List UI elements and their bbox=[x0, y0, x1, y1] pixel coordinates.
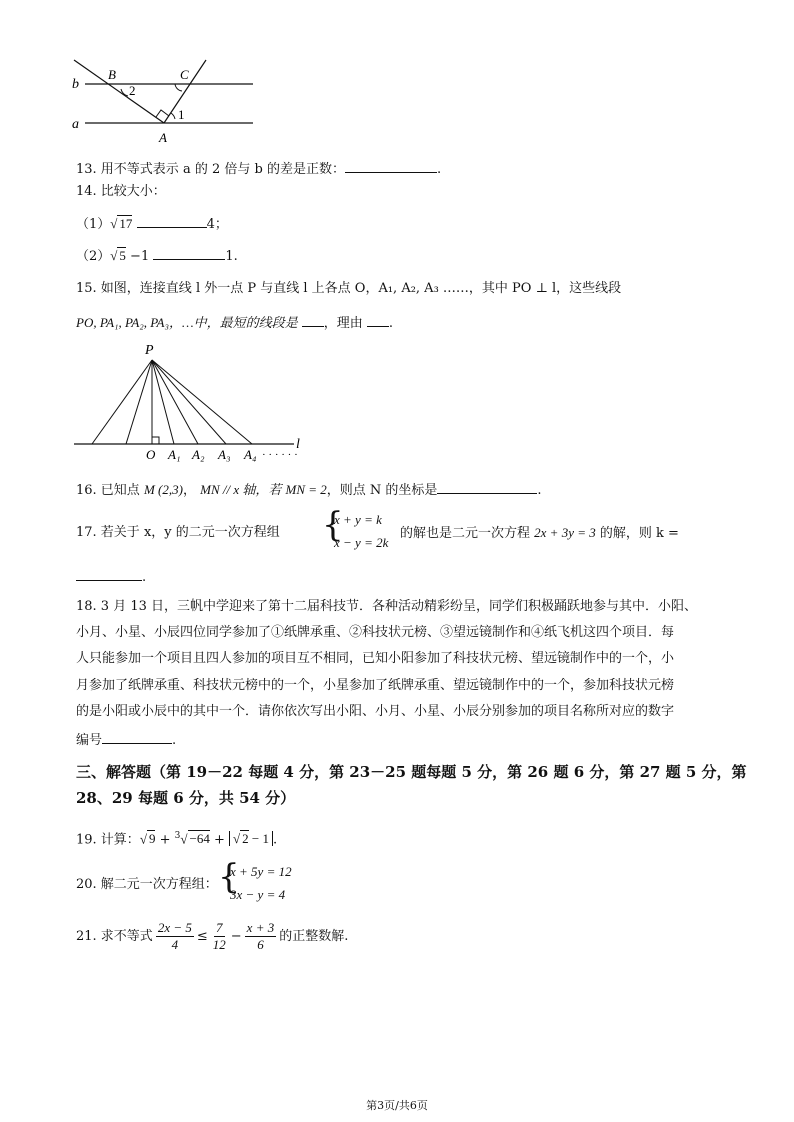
question-13: 13. 用不等式表示 a 的 2 倍与 b 的差是正数： . bbox=[76, 158, 441, 179]
question-18-line2: 小月、小星、小辰四位同学参加了①纸牌承重、②科技状元榜、③望远镜制作和④纸飞机这四个项目．每 bbox=[76, 625, 675, 640]
answer-blank-15-2[interactable] bbox=[367, 312, 389, 327]
label-A: A bbox=[159, 130, 167, 145]
label-P: P bbox=[145, 343, 154, 358]
answer-blank-16[interactable] bbox=[437, 479, 537, 494]
question-17-a: 17. 若关于 x，y 的二元一次方程组 bbox=[76, 525, 280, 540]
label-angle-1: 1 bbox=[178, 107, 185, 122]
question-16: 16. 已知点 M (2,3)， MN // x 轴，若 MN = 2，则点 N 的坐标是 . bbox=[76, 479, 542, 500]
answer-blank-13[interactable] bbox=[345, 158, 437, 173]
sqrt-5: 5 bbox=[119, 248, 126, 263]
fraction-2: $\frac{7}{12}$ bbox=[212, 920, 226, 952]
label-A1: A₁ bbox=[168, 447, 181, 462]
label-angle-2: 2 bbox=[129, 83, 136, 98]
label-A2: A₂ bbox=[192, 447, 205, 462]
label-A4: A₄ bbox=[244, 447, 257, 462]
question-18-last: 编号 . bbox=[76, 729, 176, 750]
label-l: l bbox=[296, 437, 300, 452]
answer-blank-17[interactable] bbox=[76, 566, 142, 581]
question-18-line5: 的是小阳或小辰中的其中一个．请你依次写出小阳、小月、小星、小辰分别参加的项目名称所对应的数字 bbox=[76, 704, 675, 719]
label-B: B bbox=[108, 67, 116, 82]
fraction-3: $\frac{x + 3}{6}$ bbox=[246, 920, 275, 952]
question-18-line3: 人只能参加一个项目且四人参加的项目互不相同，已知小阳参加了科技状元榜、望远镜制作中的一个，小 bbox=[76, 651, 675, 666]
angle-2-arc bbox=[121, 89, 128, 96]
section-3-heading-line2: 28、29 每题 6 分，共 54 分） bbox=[76, 789, 296, 807]
segment-PA4 bbox=[152, 360, 252, 444]
right-angle-mark-O bbox=[152, 437, 159, 444]
label-O: O bbox=[146, 447, 156, 462]
question-17-b: 的解也是二元一次方程 2x + 3y = 3 的解，则 k = bbox=[400, 525, 679, 541]
question-14-part1: （1）√ 17 4； bbox=[76, 213, 228, 234]
section-3-heading-line1: 三、解答题（第 19－22 每题 4 分，第 23－25 题每题 5 分，第 26 题 6 分，第 27 题 5 分，第 bbox=[76, 763, 747, 781]
question-18-line4: 月参加了纸牌承重、科技状元榜中的一个，小星参加了纸牌承重、望远镜制作中的一个，参加科技状元榜 bbox=[76, 678, 675, 693]
angle-1-arc bbox=[171, 113, 175, 119]
sqrt-9: 9 bbox=[148, 831, 156, 847]
label-b: b bbox=[72, 77, 79, 92]
question-17-answer: . bbox=[76, 566, 146, 587]
question-21: 21. 求不等式 $\frac{2x - 5}{4}$ ≤ $\frac{7}{12}$ − $\frac{x + 3}{6}$ 的正整数解. bbox=[76, 920, 349, 952]
question-19: 19. 计算：√ 9 + $^3$√ −64 + √ 2 − 1 . bbox=[76, 831, 278, 848]
question-15-line2: PO, PA₁, PA₂, PA₃，…中，最短的线段是 ，理由 . bbox=[76, 312, 393, 333]
question-14-part2: （2）√ 5 −1 1. bbox=[76, 245, 238, 266]
page-footer: 第3页/共6页 bbox=[366, 1099, 428, 1112]
question-18-line1: 18. 3 月 13 日，三帆中学迎来了第十二届科技节．各种活动精彩纷呈，同学们积极踊跃地参与其中．小阳、 bbox=[76, 599, 698, 614]
label-C: C bbox=[180, 67, 189, 82]
segment-left2 bbox=[126, 360, 152, 444]
question-20-prompt: 20. 解二元一次方程组： bbox=[76, 877, 218, 892]
perpendicular-segments-figure bbox=[66, 338, 316, 463]
line-ab bbox=[74, 60, 164, 123]
segment-PA2 bbox=[152, 360, 198, 444]
label-dots: · · · · · · bbox=[262, 449, 298, 461]
abs-value: √ 2 − 1 bbox=[229, 831, 273, 846]
answer-blank-14-1[interactable] bbox=[137, 213, 207, 228]
cbrt-neg64: −64 bbox=[189, 831, 210, 847]
answer-blank-14-2[interactable] bbox=[153, 245, 225, 260]
answer-blank-15-1[interactable] bbox=[302, 312, 324, 327]
right-angle-mark bbox=[156, 110, 169, 117]
fraction-1: $\frac{2x - 5}{4}$ bbox=[157, 920, 192, 952]
sqrt-17: 17 bbox=[119, 216, 133, 231]
parallel-lines-figure bbox=[60, 55, 270, 150]
angle-c-arc bbox=[175, 84, 182, 91]
question-15-line1: 15. 如图，连接直线 l 外一点 P 与直线 l 上各点 O，A₁, A₂, A₃ ……，其中 PO ⊥ l，这些线段 bbox=[76, 281, 622, 296]
question-14-title: 14. 比较大小： bbox=[76, 184, 166, 199]
label-A3: A₃ bbox=[218, 447, 231, 462]
label-a: a bbox=[72, 117, 79, 132]
segment-left bbox=[92, 360, 152, 444]
answer-blank-18[interactable] bbox=[102, 729, 172, 744]
